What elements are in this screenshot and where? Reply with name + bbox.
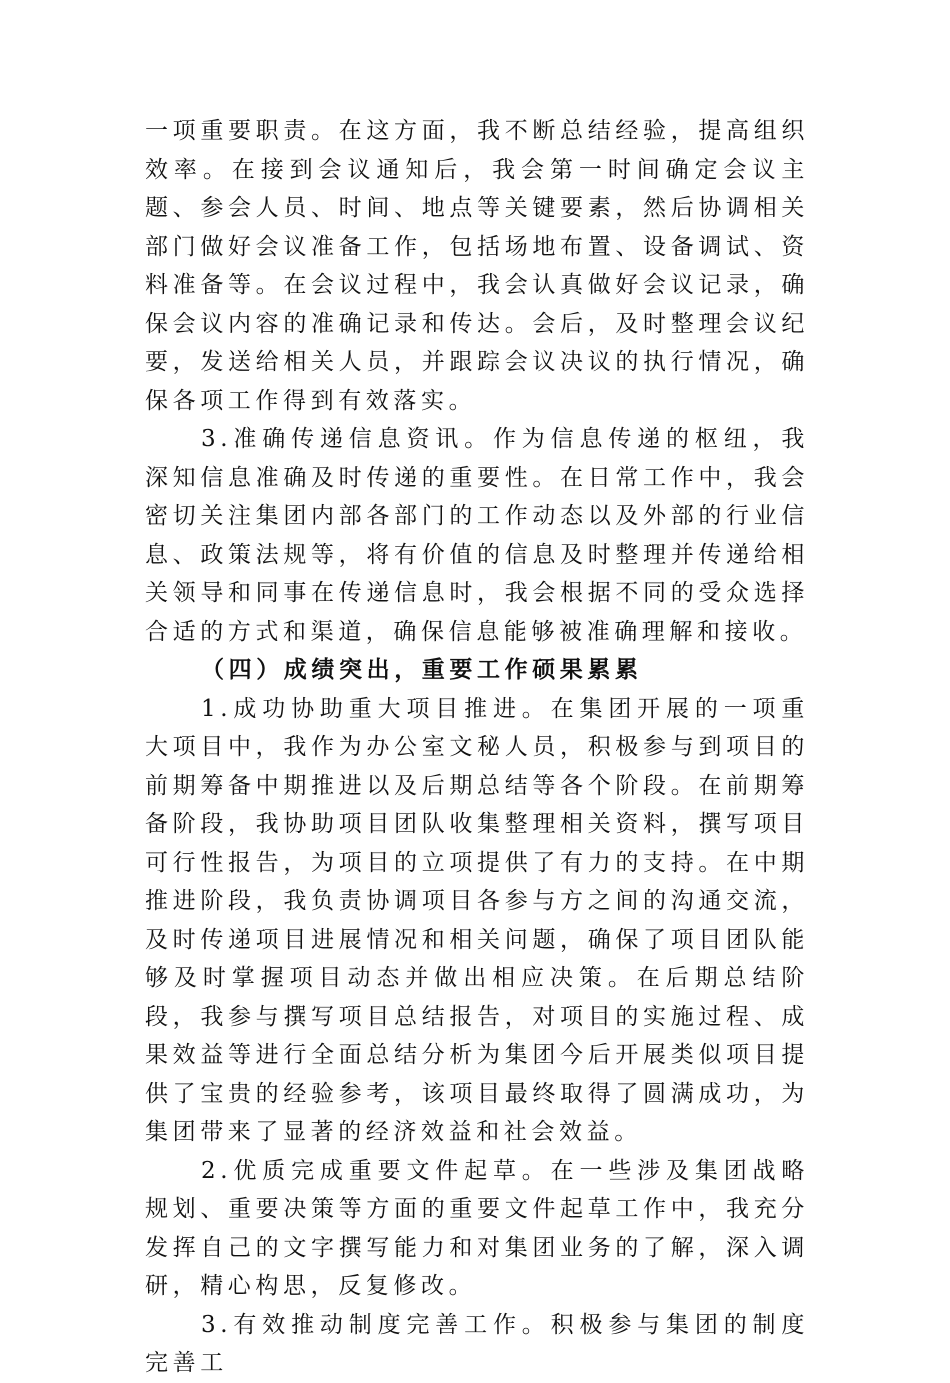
section-heading-achievements: （四）成绩突出，重要工作硕果累累 [201,656,643,683]
paragraph-major-project: 1.成功协助重大项目推进。在集团开展的一项重大项目中，我作为办公室文秘人员，积极参与到项目的前期筹备中期推进以及后期总结等各个阶段。在前期筹备阶段，我协助项目团队收集整理相关资料，撰写项目可行性报告，为项目的立项提供了有力的支持。在中期推进阶段，我负责协调项目各参与方之间的沟通交流，及时传递项目进展情况和相关问题，确保了项目团队能够及时掌握项目动态并做出相应决策。在后期总结阶段，我参与撰写项目总结报告，对项目的实施过程、成果效益等进行全面总结分析为集团今后开展类似项目提供了宝贵的经验参考，该项目最终取得了圆满成功，为集团带来了显著的经济效益和社会效益。 [145,695,809,1145]
document-page [145,112,809,1383]
paragraph-document-drafting: 2.优质完成重要文件起草。在一些涉及集团战略规划、重要决策等方面的重要文件起草工作中，我充分发挥自己的文字撰写能力和对集团业务的了解，深入调研，精心构思，反复修改。 [145,1157,809,1299]
paragraph-meeting-organization: 一项重要职责。在这方面，我不断总结经验，提高组织效率。在接到会议通知后，我会第一时间确定会议主题、参会人员、时间、地点等关键要素，然后协调相关部门做好会议准备工作，包括场地布置、设备调试、资料准备等。在会议过程中，我会认真做好会议记录，确保会议内容的准确记录和传达。会后，及时整理会议纪要，发送给相关人员，并跟踪会议决议的执行情况，确保各项工作得到有效落实。 [145,118,809,414]
paragraph-system-improvement: 3.有效推动制度完善工作。积极参与集团的制度完善工 [145,1311,809,1376]
paragraph-information-delivery: 3.准确传递信息资讯。作为信息传递的枢纽，我深知信息准确及时传递的重要性。在日常工作中，我会密切关注集团内部各部门的工作动态以及外部的行业信息、政策法规等，将有价值的信息及时整理并传递给相关领导和同事在传递信息时，我会根据不同的受众选择合适的方式和渠道，确保信息能够被准确理解和接收。 [145,426,809,645]
